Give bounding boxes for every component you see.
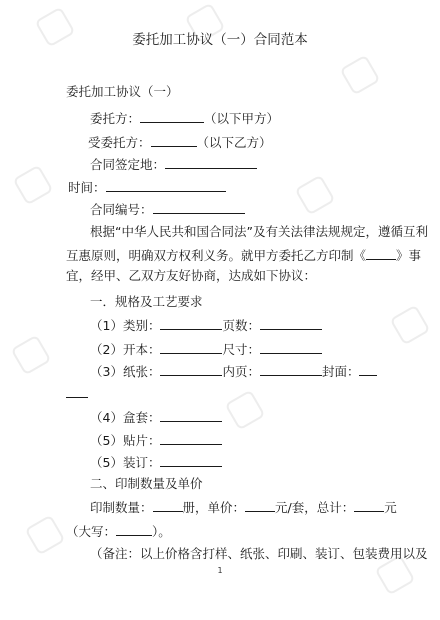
quantity-blank <box>153 498 183 512</box>
number-blank <box>153 200 245 214</box>
entrust-note: （以下甲方） <box>204 111 280 126</box>
mount-row <box>90 431 222 449</box>
entrust-label: 委托方： <box>90 111 141 126</box>
quantity-row <box>90 498 397 516</box>
unit-price-label: 元/套，总计： <box>275 500 355 515</box>
entrust-blank <box>140 109 204 123</box>
document-subtitle: 委托加工协议（一） <box>66 84 179 99</box>
size-blank <box>260 340 322 354</box>
paper-row-continued <box>66 384 88 402</box>
number-row <box>90 200 245 218</box>
category-blank <box>160 316 222 330</box>
capital-blank <box>116 522 152 536</box>
mount-blank <box>160 431 222 445</box>
intro-line-3: 宜，经甲、乙双方友好协商，达成如下协议： <box>66 268 317 283</box>
size-label: 尺寸： <box>222 342 260 357</box>
format-row <box>90 340 322 358</box>
category-label: （1）类别： <box>90 318 161 333</box>
time-label: 时间： <box>68 180 106 195</box>
cover-label: 封面： <box>321 364 360 379</box>
unit-books-label: 册，单价： <box>182 500 246 515</box>
watermark-mark <box>295 175 336 216</box>
page-number: 1 <box>217 566 223 575</box>
number-label: 合同编号： <box>90 202 153 217</box>
paper-row <box>90 362 377 380</box>
category-row <box>90 316 322 334</box>
mount-label: （5）贴片： <box>90 433 161 448</box>
watermark-mark <box>225 390 266 431</box>
trustee-row <box>88 133 272 151</box>
inner-blank <box>260 362 322 376</box>
watermark-mark <box>340 55 381 96</box>
watermark-mark <box>13 165 54 206</box>
time-blank <box>106 178 226 192</box>
watermark-mark <box>25 515 66 556</box>
intro-line-1: 根据“中华人民共和国合同法”及有关法律法规规定，遵循互利 <box>90 224 428 239</box>
section1-heading: 一．规格及工艺要求 <box>90 294 203 309</box>
place-label: 合同签定地： <box>90 157 166 172</box>
format-label: （2）开本： <box>90 342 161 357</box>
binding-label: （5）装订： <box>90 455 161 470</box>
note-line: （备注：以上价格含打样、纸张、印刷、装订、包装费用以及 <box>90 546 428 561</box>
format-blank <box>160 340 222 354</box>
trustee-note: （以下乙方） <box>196 135 272 150</box>
trustee-label: 受委托方： <box>88 135 151 150</box>
place-row <box>90 155 257 173</box>
cover-blank-continued <box>66 384 88 398</box>
place-blank <box>165 155 257 169</box>
paper-label: （3）纸张： <box>90 364 161 379</box>
trustee-blank <box>151 133 197 147</box>
capital-close: ）。 <box>152 524 171 539</box>
box-label: （4）盒套： <box>90 410 161 425</box>
unit-price-blank <box>245 498 275 512</box>
watermark-mark <box>390 305 431 346</box>
binding-blank <box>160 453 222 467</box>
paper-blank <box>160 362 222 376</box>
intro-line-2-end: 》事 <box>396 248 422 263</box>
time-row <box>68 178 226 196</box>
cover-blank <box>359 362 377 376</box>
capital-open: （大写： <box>66 524 117 539</box>
entrust-row <box>90 109 279 127</box>
total-blank <box>354 498 384 512</box>
yuan-label: 元 <box>384 500 397 515</box>
pages-blank <box>260 316 322 330</box>
document-title: 委托加工协议（一）合同范本 <box>132 32 308 48</box>
pages-label: 页数： <box>222 318 260 333</box>
box-row <box>90 408 222 426</box>
book-title-blank <box>366 246 396 260</box>
capital-row <box>66 522 171 540</box>
box-blank <box>160 408 222 422</box>
quantity-label: 印制数量： <box>90 500 153 515</box>
binding-row <box>90 453 222 471</box>
intro-line-2 <box>66 246 421 264</box>
section2-heading: 二、印制数量及单价 <box>90 476 203 491</box>
inner-label: 内页： <box>222 364 260 379</box>
watermark-mark <box>11 335 52 376</box>
intro-line-2-text: 互惠原则，明确双方权利义务。就甲方委托乙方印制《 <box>66 248 367 263</box>
